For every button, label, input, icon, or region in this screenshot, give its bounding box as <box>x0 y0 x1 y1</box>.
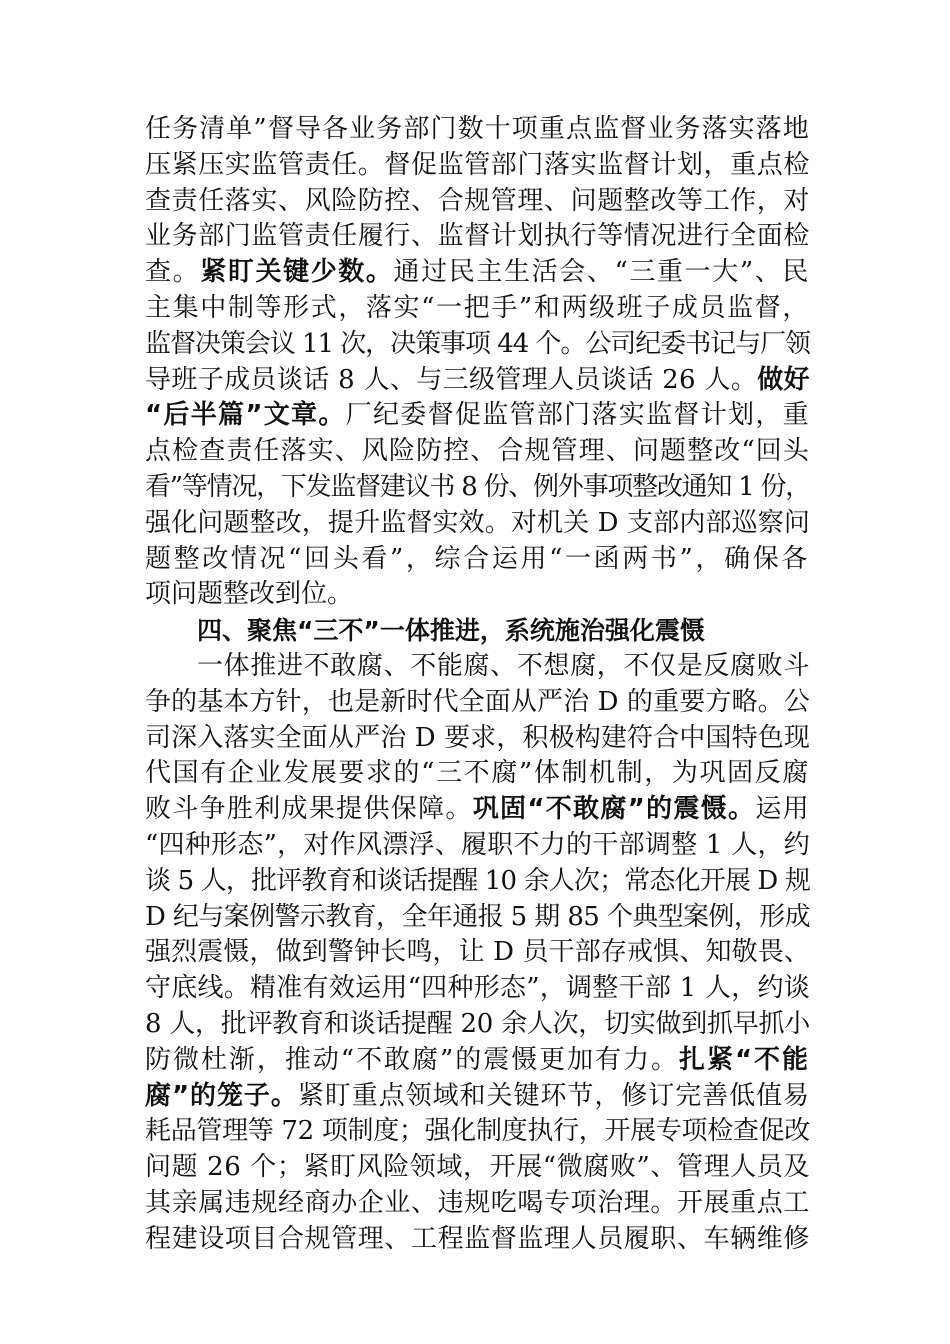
text-line <box>145 792 810 828</box>
text-line <box>145 721 810 757</box>
text-line <box>145 219 810 255</box>
text-segment: 强烈震慑，做到警钟长鸣，让 D 员干部存戒惧、知敬畏、 <box>145 937 810 968</box>
text-line <box>145 398 810 434</box>
text-segment: 代国有企业发展要求的“三不腐”体制机制，为巩固反腐 <box>145 758 810 789</box>
bold-lead-phrase: “后半篇”文章。 <box>145 400 346 431</box>
text-segment: 导班子成员谈话 8 人、与三级管理人员谈话 26 人。 <box>145 364 758 395</box>
text-line <box>145 112 810 148</box>
text-line <box>145 291 810 327</box>
text-line <box>145 542 810 578</box>
text-segment: 监督决策会议 11 次，决策事项 44 个。公司纪委书记与厂领 <box>145 328 810 359</box>
text-segment: 点检查责任落实、风险防控、合规管理、问题整改“回头 <box>145 436 810 467</box>
text-segment: 看”等情况，下发监督建议书 8 份、例外事项整改通知 1 份， <box>145 471 810 502</box>
text-segment: 通过民主生活会、“三重一大”、民 <box>393 257 810 288</box>
text-line <box>145 255 810 291</box>
text-line <box>145 184 810 220</box>
bold-lead-phrase: 做好 <box>757 364 810 395</box>
text-segment: 司深入落实全面从严治 D 要求，积极构建符合中国特色现 <box>145 722 810 753</box>
text-segment: 防微杜渐，推动“不敢腐”的震慑更加有力。 <box>145 1044 680 1075</box>
text-line <box>145 900 810 936</box>
text-line <box>145 506 810 542</box>
text-line <box>145 828 810 864</box>
text-segment: 主集中制等形式，落实“一把手”和两级班子成员监督， <box>145 292 810 323</box>
text-segment: 四、聚焦“三不”一体推进，系统施治强化震慑 <box>197 616 705 646</box>
text-line <box>145 756 810 792</box>
text-segment: 压紧压实监管责任。督促监管部门落实监督计划，重点检 <box>145 149 810 180</box>
bold-lead-phrase: 巩固“不敢腐”的震慑。 <box>472 794 756 825</box>
text-line <box>145 1222 810 1258</box>
text-segment: 8 人，批评教育和谈话提醒 20 余人次，切实做到抓早抓小 <box>145 1008 810 1039</box>
text-segment: 程建设项目合规管理、工程监督监理人员履职、车辆维修 <box>145 1223 810 1254</box>
text-line <box>145 1007 810 1043</box>
text-segment: 问题 26 个；紧盯风险领域，开展“微腐败”、管理人员及 <box>145 1152 810 1183</box>
bold-lead-phrase: 扎紧“不能 <box>679 1044 810 1075</box>
text-line <box>145 685 810 721</box>
text-segment: 强化问题整改，提升监督实效。对机关 D 支部内部巡察问 <box>145 507 810 538</box>
text-segment: 题整改情况“回头看”，综合运用“一函两书”，确保各 <box>145 543 810 574</box>
text-segment: 谈 5 人，批评教育和谈话提醒 10 余人次；常态化开展 D 规 <box>145 865 810 896</box>
text-segment: 查。 <box>145 257 201 288</box>
text-line <box>145 971 810 1007</box>
text-line <box>145 864 810 900</box>
text-line <box>145 1114 810 1150</box>
text-segment: 其亲属违规经商办企业、违规吃喝专项治理。开展重点工 <box>145 1187 810 1218</box>
text-segment: 守底线。精准有效运用“四种形态”，调整干部 1 人，约谈 <box>145 973 810 1004</box>
text-segment: 耗品管理等 72 项制度；强化制度执行，开展专项检查促改 <box>145 1116 810 1147</box>
text-line <box>145 935 810 971</box>
text-line <box>145 1043 810 1079</box>
text-line <box>145 577 810 613</box>
text-line <box>145 1150 810 1186</box>
text-segment: 任务清单”督导各业务部门数十项重点监督业务落实落地 <box>145 114 810 144</box>
text-segment: 争的基本方针，也是新时代全面从严治 D 的重要方略。公 <box>145 686 810 717</box>
text-segment: 紧盯重点领域和关键环节，修订完善低值易 <box>297 1080 810 1111</box>
text-segment: 运用 <box>755 794 810 825</box>
text-segment: 厂纪委督促监管部门落实监督计划，重 <box>345 400 810 431</box>
section-heading <box>145 613 810 649</box>
text-segment: 败斗争胜利成果提供保障。 <box>145 794 473 825</box>
text-line <box>145 363 810 399</box>
text-line <box>145 1079 810 1115</box>
text-segment: “四种形态”，对作风漂浮、履职不力的干部调整 1 人，约 <box>145 829 810 860</box>
text-line <box>145 148 810 184</box>
text-segment: 业务部门监管责任履行、监督计划执行等情况进行全面检 <box>145 221 810 252</box>
text-line <box>145 434 810 470</box>
text-segment: 查责任落实、风险防控、合规管理、问题整改等工作，对 <box>145 185 810 216</box>
text-line <box>145 327 810 363</box>
text-segment: 一体推进不敢腐、不能腐、不想腐，不仅是反腐败斗 <box>197 650 810 681</box>
text-segment: 项问题整改到位。 <box>145 579 354 610</box>
text-line <box>145 649 810 685</box>
text-line <box>145 1186 810 1222</box>
bold-lead-phrase: 紧盯关键少数。 <box>200 257 394 288</box>
body-text <box>145 112 810 1258</box>
text-segment: D 纪与案例警示教育，全年通报 5 期 85 个典型案例，形成 <box>145 901 810 932</box>
text-line <box>145 470 810 506</box>
bold-lead-phrase: 腐”的笼子。 <box>145 1080 298 1111</box>
